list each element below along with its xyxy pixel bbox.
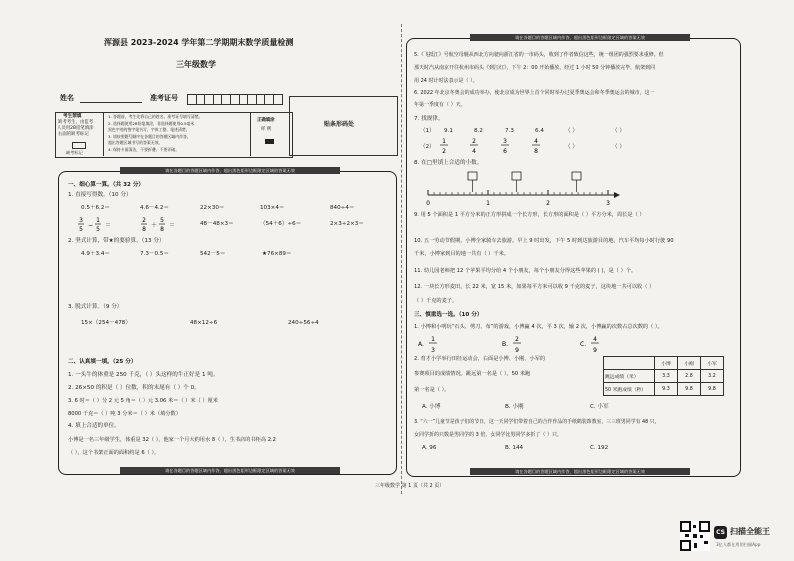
frac-a2n: 1 [96, 217, 100, 224]
svg-text:4: 4 [593, 336, 597, 343]
svg-text:8: 8 [534, 148, 538, 155]
svg-text:6: 6 [503, 148, 507, 155]
svg-text:＋: ＋ [151, 222, 158, 229]
frac-b2n: 5 [160, 217, 164, 224]
band-bottom-right: 请在各题目的答题区域内作答，超出黑色矩形边框限定区域的答案无效 [470, 468, 690, 475]
qr-code-icon [680, 521, 710, 551]
q3-title: 3. 脱式计算。（9 分） [68, 304, 123, 310]
table-row: 50 米跑成绩（秒） 9.3 9.8 9.8 [604, 383, 724, 396]
sample-header: 正确填涂 [257, 118, 275, 123]
name-label: 姓名 [60, 94, 74, 102]
frac-b1d: 8 [142, 226, 146, 233]
svg-text:2: 2 [442, 148, 446, 155]
band-top-left: 请在各题目的答题区域内作答，超出黑色矩形边框限定区域的答案无效 [120, 167, 340, 174]
numline-label-0: 0 [426, 200, 430, 207]
absent-mark-label: 缺考标记 [66, 150, 83, 155]
svg-text:C.: C. [580, 341, 587, 348]
s3-q1-options [418, 333, 618, 355]
band-bottom-left: 请在各题目的答题区域内作答，超出黑色矩形边框限定区域的答案无效 [120, 467, 340, 474]
exam-no-boxes[interactable] [187, 94, 282, 105]
frac-a1d: 5 [79, 226, 83, 233]
number-line [424, 170, 624, 208]
page-footer: 三年级数学 第 1 页（共 2 页） [375, 483, 445, 489]
table-row: 跳远成绩（米） 3.3 2.8 3.2 [604, 370, 724, 383]
numline-box-2[interactable] [512, 172, 521, 180]
absent-mark-box[interactable] [72, 142, 86, 149]
q7-fraction-row [440, 136, 550, 158]
sec2-title: 二、认真填一填。（25 分） [68, 359, 137, 365]
svg-text:B.: B. [502, 341, 509, 348]
fold-line [401, 24, 402, 494]
q7-title: 7. 找规律。 [414, 116, 444, 122]
svg-text:A.: A. [418, 341, 424, 348]
svg-text:＝: ＝ [105, 222, 112, 229]
numline-box-1[interactable] [468, 172, 477, 180]
svg-text:＝: ＝ [169, 222, 176, 229]
svg-text:2: 2 [515, 336, 519, 343]
svg-text:3: 3 [503, 138, 507, 145]
svg-text:9: 9 [515, 347, 519, 354]
sample-filled-mark [265, 139, 274, 144]
svg-text:2: 2 [472, 138, 476, 145]
frac-a2d: 5 [96, 226, 100, 233]
svg-text:1: 1 [431, 336, 435, 343]
numline-label-3: 3 [606, 200, 610, 207]
watermark-sub: 3亿人都在用的扫描App [716, 542, 761, 547]
notes-header: 考生禁填 [63, 114, 82, 119]
frac-a1n: 3 [79, 217, 83, 224]
frac-b2d: 8 [160, 226, 164, 233]
sec3-title: 三、慎重选一选。（10 分） [414, 312, 483, 318]
sec1-title: 一、细心算一算。（共 32 分） [68, 182, 145, 188]
numline-label-2: 2 [546, 200, 550, 207]
q1-title: 1. 直接写得数。（10 分） [68, 192, 132, 198]
name-field[interactable] [80, 102, 142, 103]
page-title: 浑源县 2023-2024 学年第二学期期末数学质量检测 [104, 38, 294, 47]
numline-label-1: 1 [486, 200, 490, 207]
frac-b1n: 2 [142, 217, 146, 224]
results-table: 小博 小刚 小军 跳远成绩（米） 3.3 2.8 3.2 50 米跑成绩（秒） 9.3 9.8 9.8 [603, 356, 724, 396]
band-top-right: 请在各题目的答题区域内作答，超出黑色矩形边框限定区域的答案无效 [470, 34, 690, 41]
subject-title: 三年级数学 [176, 60, 216, 69]
svg-text:3: 3 [431, 347, 435, 354]
q2-title: 2. 坚式计算，带★的要验算。（13 分） [68, 238, 165, 244]
svg-text:4: 4 [534, 138, 538, 145]
svg-text:9: 9 [593, 347, 597, 354]
q8-title: 8. 在□里填上合适的小数。 [414, 160, 483, 166]
numline-box-3[interactable] [572, 172, 581, 180]
svg-text:1: 1 [442, 138, 446, 145]
q1-fraction-row [78, 215, 198, 235]
barcode-label: 贴条形码处 [324, 121, 355, 128]
camscanner-logo-icon: CS [714, 526, 727, 539]
exam-no-label: 准考证号 [150, 94, 178, 102]
svg-text:−: − [88, 222, 94, 229]
watermark-name: 扫描全能王 [730, 527, 770, 536]
svg-text:4: 4 [472, 148, 476, 155]
